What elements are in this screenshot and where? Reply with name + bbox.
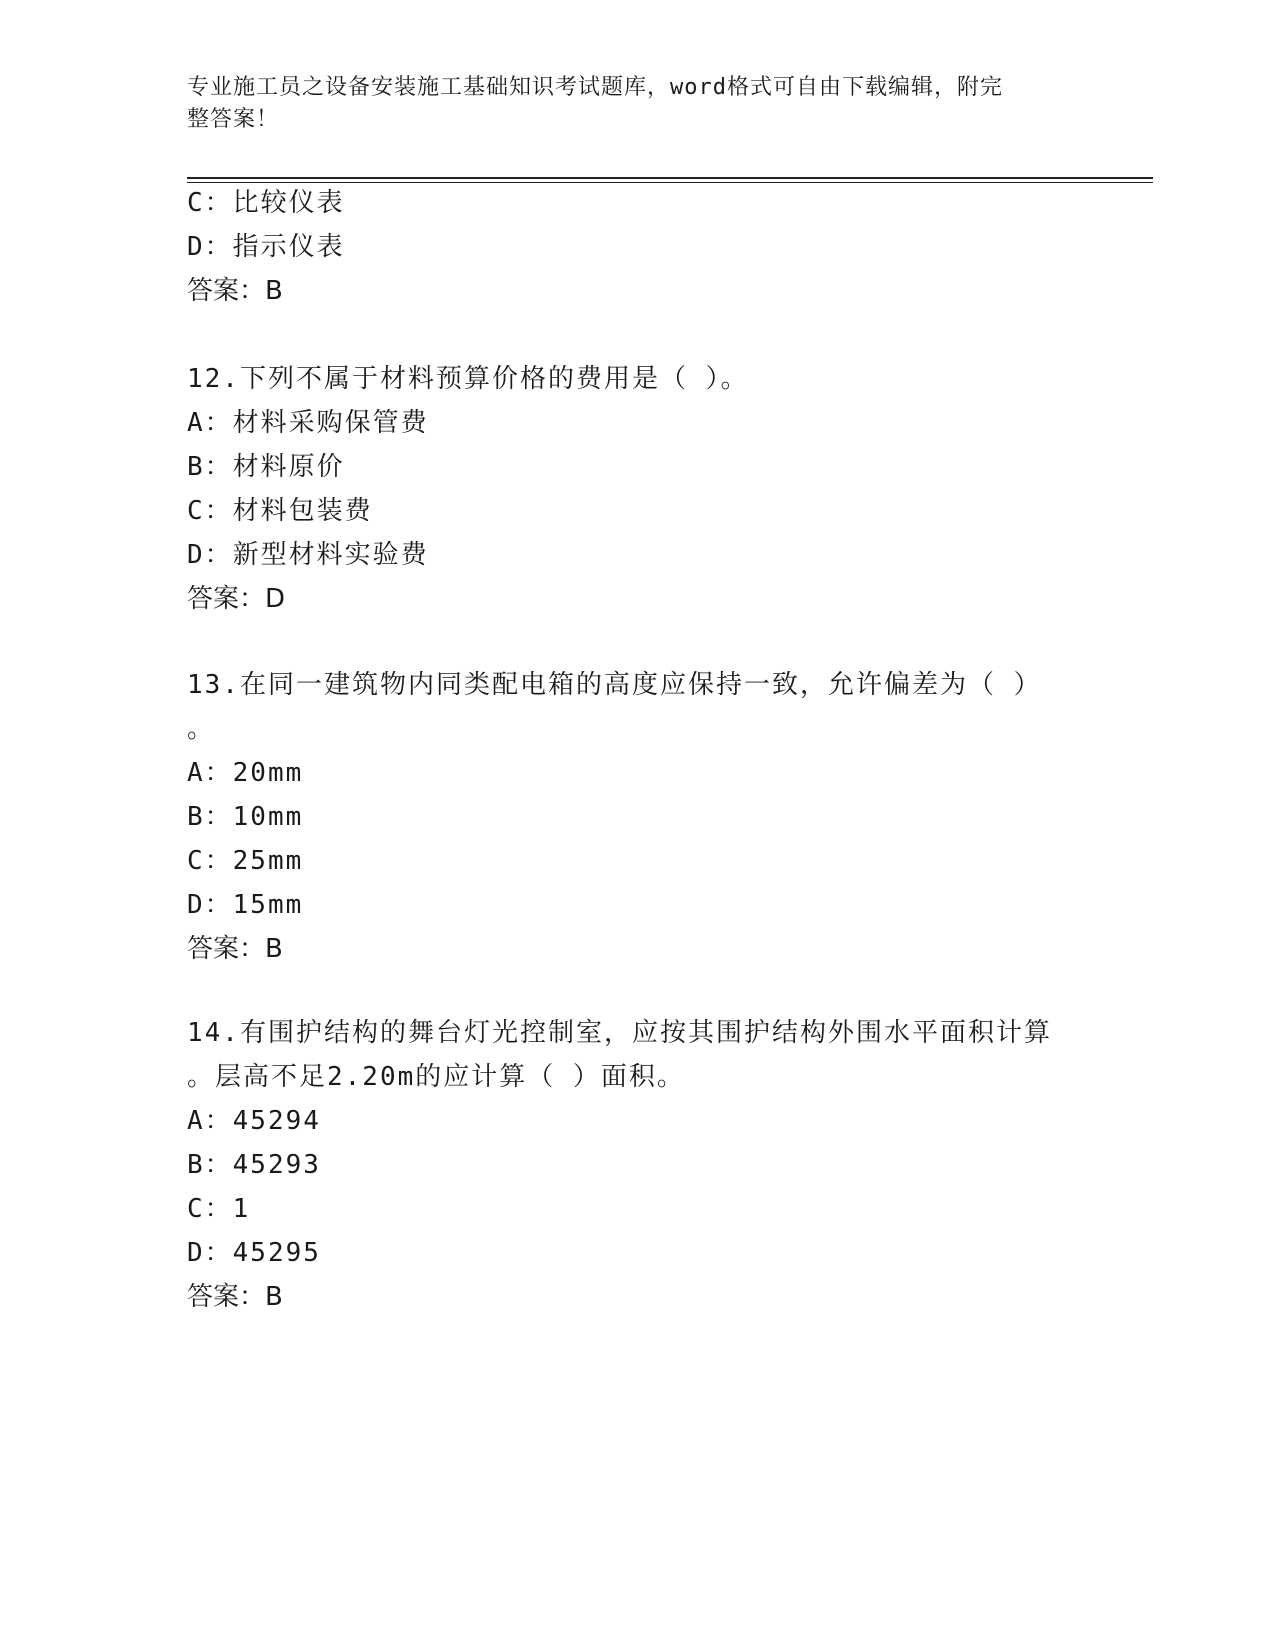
q12-answer: 答案：D — [187, 584, 286, 614]
q12-option-d: D：新型材料实验费 — [187, 540, 429, 570]
document-header — [187, 72, 1067, 136]
q14-option-c: C：1 — [187, 1194, 251, 1224]
q14-question-line-1: 14.有围护结构的舞台灯光控制室，应按其围护结构外围水平面积计算 — [187, 1018, 1052, 1048]
q12-option-a: A：材料采购保管费 — [187, 408, 429, 438]
header-divider-thin — [187, 182, 1153, 183]
q13-question-line-1: 13.在同一建筑物内同类配电箱的高度应保持一致，允许偏差为（ ） — [187, 670, 1042, 700]
q13-option-d: D：15mm — [187, 890, 304, 920]
q11-answer: 答案：B — [187, 276, 283, 306]
q11-option-c: C：比较仪表 — [187, 188, 345, 218]
q14-option-b: B：45293 — [187, 1150, 321, 1180]
q11-option-d: D：指示仪表 — [187, 232, 345, 262]
q14-option-d: D：45295 — [187, 1238, 321, 1268]
q12-option-b: B：材料原价 — [187, 452, 345, 482]
q13-question-line-2: 。 — [187, 714, 216, 744]
q14-answer: 答案：B — [187, 1282, 283, 1312]
q13-option-b: B：10mm — [187, 802, 304, 832]
q13-option-a: A：20mm — [187, 758, 304, 788]
q14-question-line-2: 。层高不足2.20m的应计算（ ）面积。 — [187, 1062, 685, 1092]
q12-option-c: C：材料包装费 — [187, 496, 373, 526]
q13-answer: 答案：B — [187, 934, 283, 964]
header-line-1: 专业施工员之设备安装施工基础知识考试题库，word格式可自由下载编辑，附完 — [187, 75, 1003, 100]
header-divider-thick — [187, 177, 1153, 179]
q13-option-c: C：25mm — [187, 846, 304, 876]
header-line-2: 整答案！ — [187, 107, 280, 132]
q14-option-a: A：45294 — [187, 1106, 321, 1136]
q12-question: 12.下列不属于材料预算价格的费用是（ ）。 — [187, 364, 749, 394]
